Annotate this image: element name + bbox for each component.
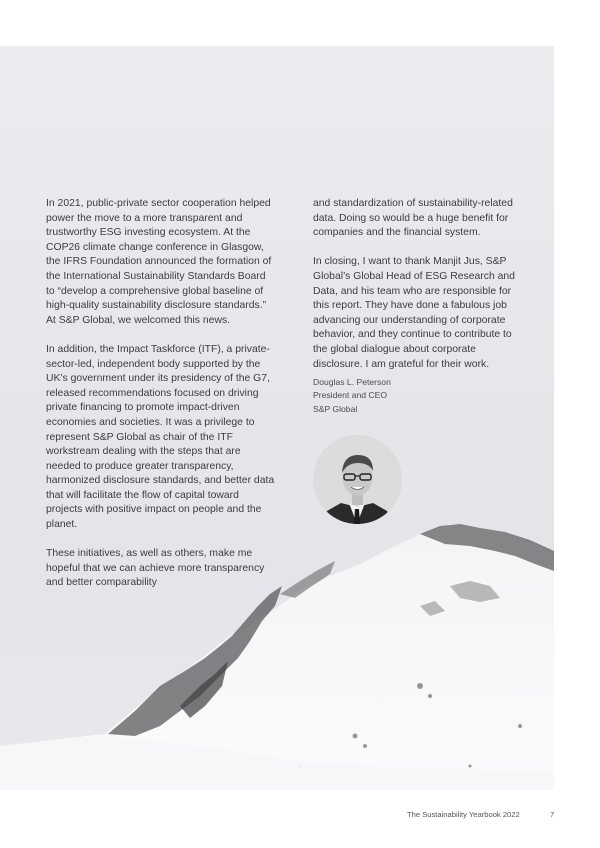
paragraph: These initiatives, as well as others, make me hopeful that we can achieve more transparency and better comparability	[46, 548, 265, 589]
signature-block	[313, 376, 391, 416]
page-number: 7	[550, 810, 555, 819]
paragraph: In closing, I want to thank Manjit Jus, S&P Global’s Global Head of ESG Research and Data, and his team who are responsible for this report. They have done a fabulous job advancing our understanding of corporate behavior, and they continue to contribute to the global dialogue about corporate disclosure. I am grateful for their work.	[313, 256, 515, 370]
paragraph: In 2021, public-private sector cooperation helped power the move to a more transparent and trustworthy ESG investing ecosystem. At the COP26 climate change conference in Glasgow, the IFRS Foundation announced the formation of the International Sustainability Standards Board to “develop a comprehensive global baseline of high-quality sustainability disclosure standards.” At S&P Global, we welcomed this news.	[46, 198, 272, 326]
portrait-photo	[313, 435, 402, 524]
signatory-name: Douglas L. Peterson	[313, 377, 391, 387]
paragraph: and standardization of sustainability-related data. Doing so would be a huge benefit for companies and the financial system.	[313, 198, 513, 239]
signatory-title: President and CEO	[313, 390, 388, 401]
mountain-background-photo	[0, 46, 554, 790]
portrait-person-icon	[313, 435, 402, 524]
publication-title: The Sustainability Yearbook 2022	[407, 810, 520, 819]
article-column-left	[46, 197, 276, 606]
paragraph: In addition, the Impact Taskforce (ITF), a private-sector-led, independent body supported by the UK’s government under its presidency of the G7, released recommendations focused on driving private financing to promote impact-driven economies and societies. It was a privilege to represent S&P Global as chair of the ITF workstream dealing with the steps that are needed to produce greater transparency, harmonized disclosure standards, and better data that will facilitate the flow of capital toward projects with positive impact on people and the planet.	[46, 343, 275, 531]
article-column-right	[313, 197, 523, 387]
signatory-company: S&P Global	[313, 403, 358, 414]
